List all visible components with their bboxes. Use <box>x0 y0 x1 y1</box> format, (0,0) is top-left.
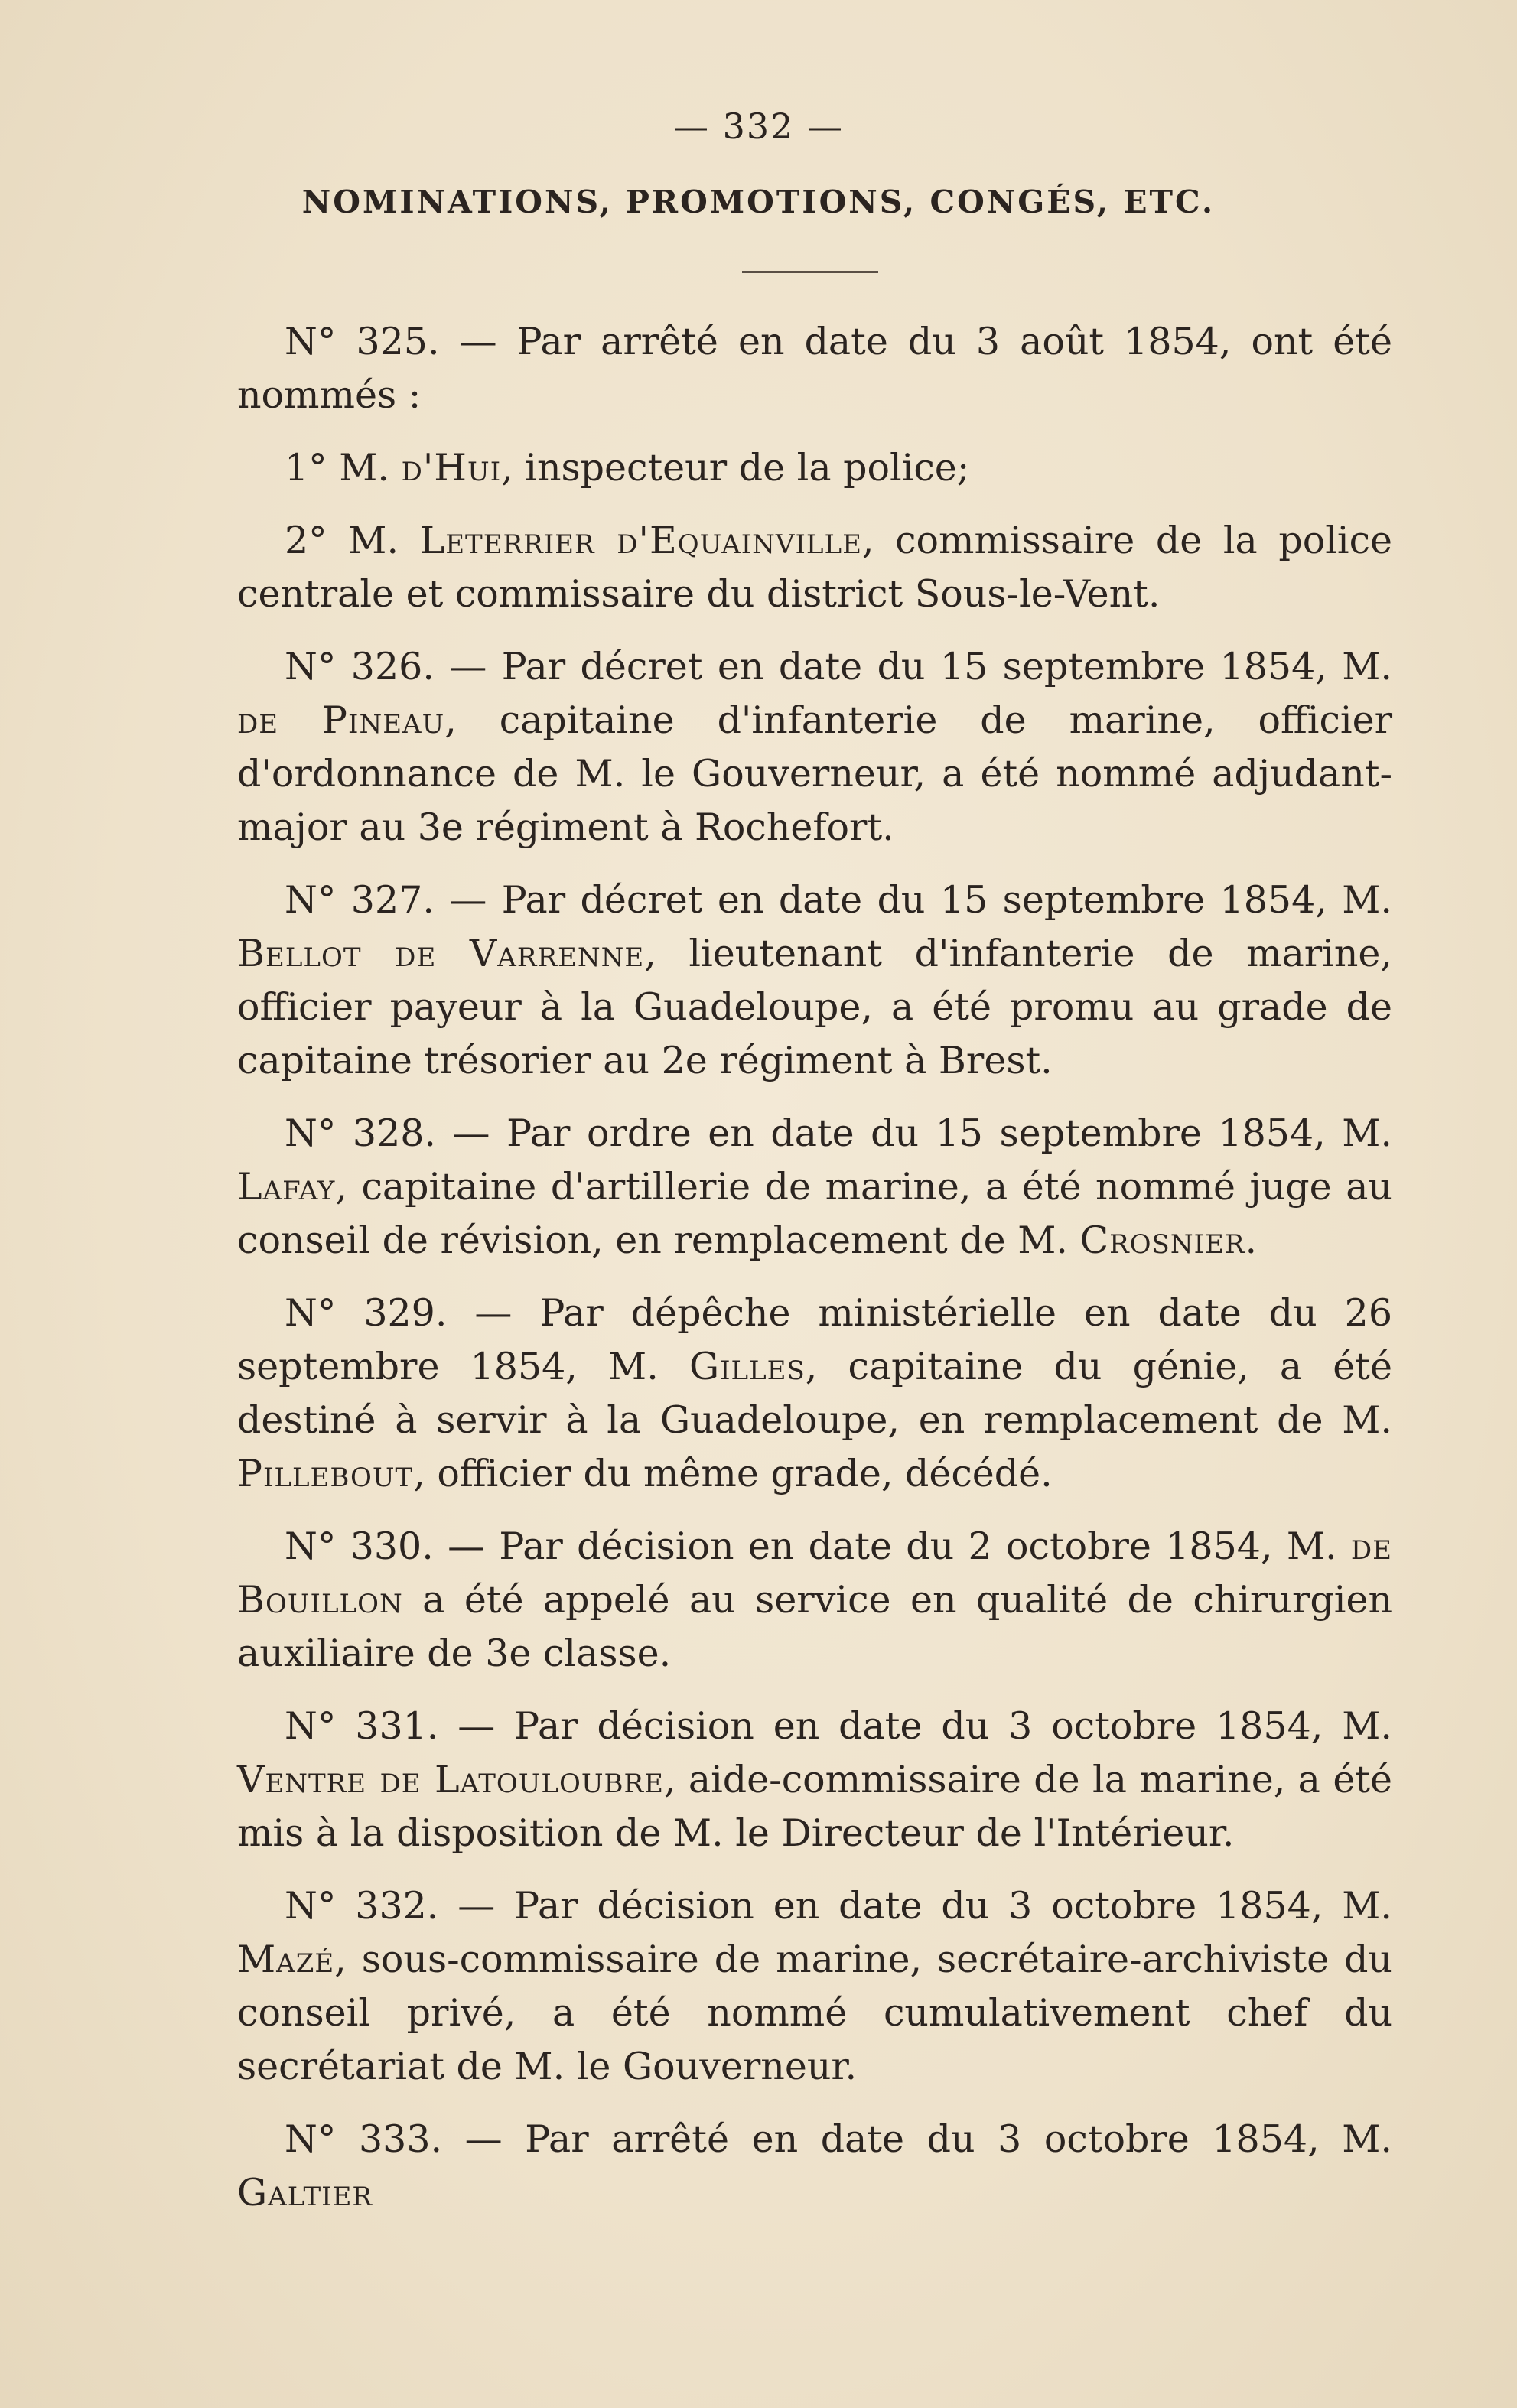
entry-paragraph <box>237 640 1392 854</box>
entry-text: , capitaine d'artillerie de marine, a été nommé juge au conseil de révision, en remplacement de M. <box>237 1165 1392 1262</box>
entry-text: N° 333. — Par arrêté en date du 3 octobre 1854, M. <box>285 2117 1392 2161</box>
entry-text: N° 327. — Par décret en date du 15 septembre 1854, M. <box>285 878 1392 922</box>
entry-text: , officier du même grade, décédé. <box>413 1452 1053 1495</box>
name-small-caps: Ventre de Latouloubre <box>237 1758 664 1801</box>
page-number: — 332 — <box>672 106 845 147</box>
name-small-caps: Pillebout <box>237 1452 414 1495</box>
entry-text: , commissaire de la police centrale et commissaire du district Sous-le-Vent. <box>237 519 1393 616</box>
entry-text: N° 330. — Par décision en date du 2 octobre 1854, M. <box>285 1525 1351 1568</box>
entry-paragraph <box>237 2113 1392 2220</box>
name-small-caps: Leterrier d'Equainville <box>419 519 862 562</box>
title-divider <box>742 271 878 273</box>
entry-paragraph <box>237 514 1392 621</box>
entry-text: , inspecteur de la police; <box>501 446 970 490</box>
entry-paragraph <box>237 1107 1392 1267</box>
entry-paragraph <box>237 1879 1392 2094</box>
entry-text: , lieutenant d'infanterie de marine, officier payeur à la Guadeloupe, a été promu au grade de capitaine trésorier au 2e régiment à Brest. <box>237 932 1393 1082</box>
entry-text: N° 329. — Par dépêche ministérielle en date du 26 septembre 1854, M. <box>237 1291 1392 1388</box>
name-small-caps: Bellot de Varrenne <box>237 932 645 975</box>
page-content <box>237 315 1392 2239</box>
entry-text: a été appelé au service en qualité de chirurgien auxiliaire de 3e classe. <box>237 1578 1392 1675</box>
name-small-caps: d'Hui <box>401 446 502 490</box>
entry-text: 2° M. <box>285 519 420 562</box>
name-small-caps: de Bouillon <box>237 1525 1392 1622</box>
entry-paragraph <box>237 441 1392 495</box>
entry-text: , capitaine d'infanterie de marine, officier d'ordonnance de M. le Gouverneur, a été nommé adjudant-major au 3e régiment à Rochefort. <box>237 698 1392 849</box>
entry-paragraph <box>237 874 1392 1088</box>
name-small-caps: Gilles <box>689 1345 806 1388</box>
section-title: NOMINATIONS, PROMOTIONS, CONGÉS, ETC. <box>301 184 1216 220</box>
entry-paragraph <box>237 1287 1392 1501</box>
entry-text: N° 325. — Par arrêté en date du 3 août 1854, ont été nommés : <box>237 320 1392 417</box>
name-small-caps: de Pineau <box>237 698 445 742</box>
entry-text: , sous-commissaire de marine, secrétaire-archiviste du conseil privé, a été nommé cumulativement chef du secrétariat de M. le Gouverneur. <box>237 1938 1392 2088</box>
entry-text: N° 331. — Par décision en date du 3 octobre 1854, M. <box>285 1704 1392 1748</box>
entry-text: N° 328. — Par ordre en date du 15 septembre 1854, M. <box>285 1111 1392 1155</box>
name-small-caps: Mazé <box>237 1938 335 1981</box>
entry-text: . <box>1245 1219 1258 1262</box>
entry-paragraph <box>237 315 1392 422</box>
name-small-caps: Lafay <box>237 1165 336 1209</box>
entry-text: N° 332. — Par décision en date du 3 octobre 1854, M. <box>285 1884 1392 1928</box>
name-small-caps: Galtier <box>237 2171 373 2214</box>
entry-paragraph <box>237 1700 1392 1860</box>
entry-text: 1° M. <box>285 446 402 490</box>
entry-text: , capitaine du génie, a été destiné à servir à la Guadeloupe, en remplacement de M. <box>237 1345 1392 1442</box>
entry-paragraph <box>237 1520 1392 1681</box>
entry-text: , aide-commissaire de la marine, a été mis à la disposition de M. le Directeur de l'Intérieur. <box>237 1758 1393 1855</box>
name-small-caps: Crosnier <box>1079 1219 1245 1262</box>
entry-text: N° 326. — Par décret en date du 15 septembre 1854, M. <box>285 645 1392 688</box>
